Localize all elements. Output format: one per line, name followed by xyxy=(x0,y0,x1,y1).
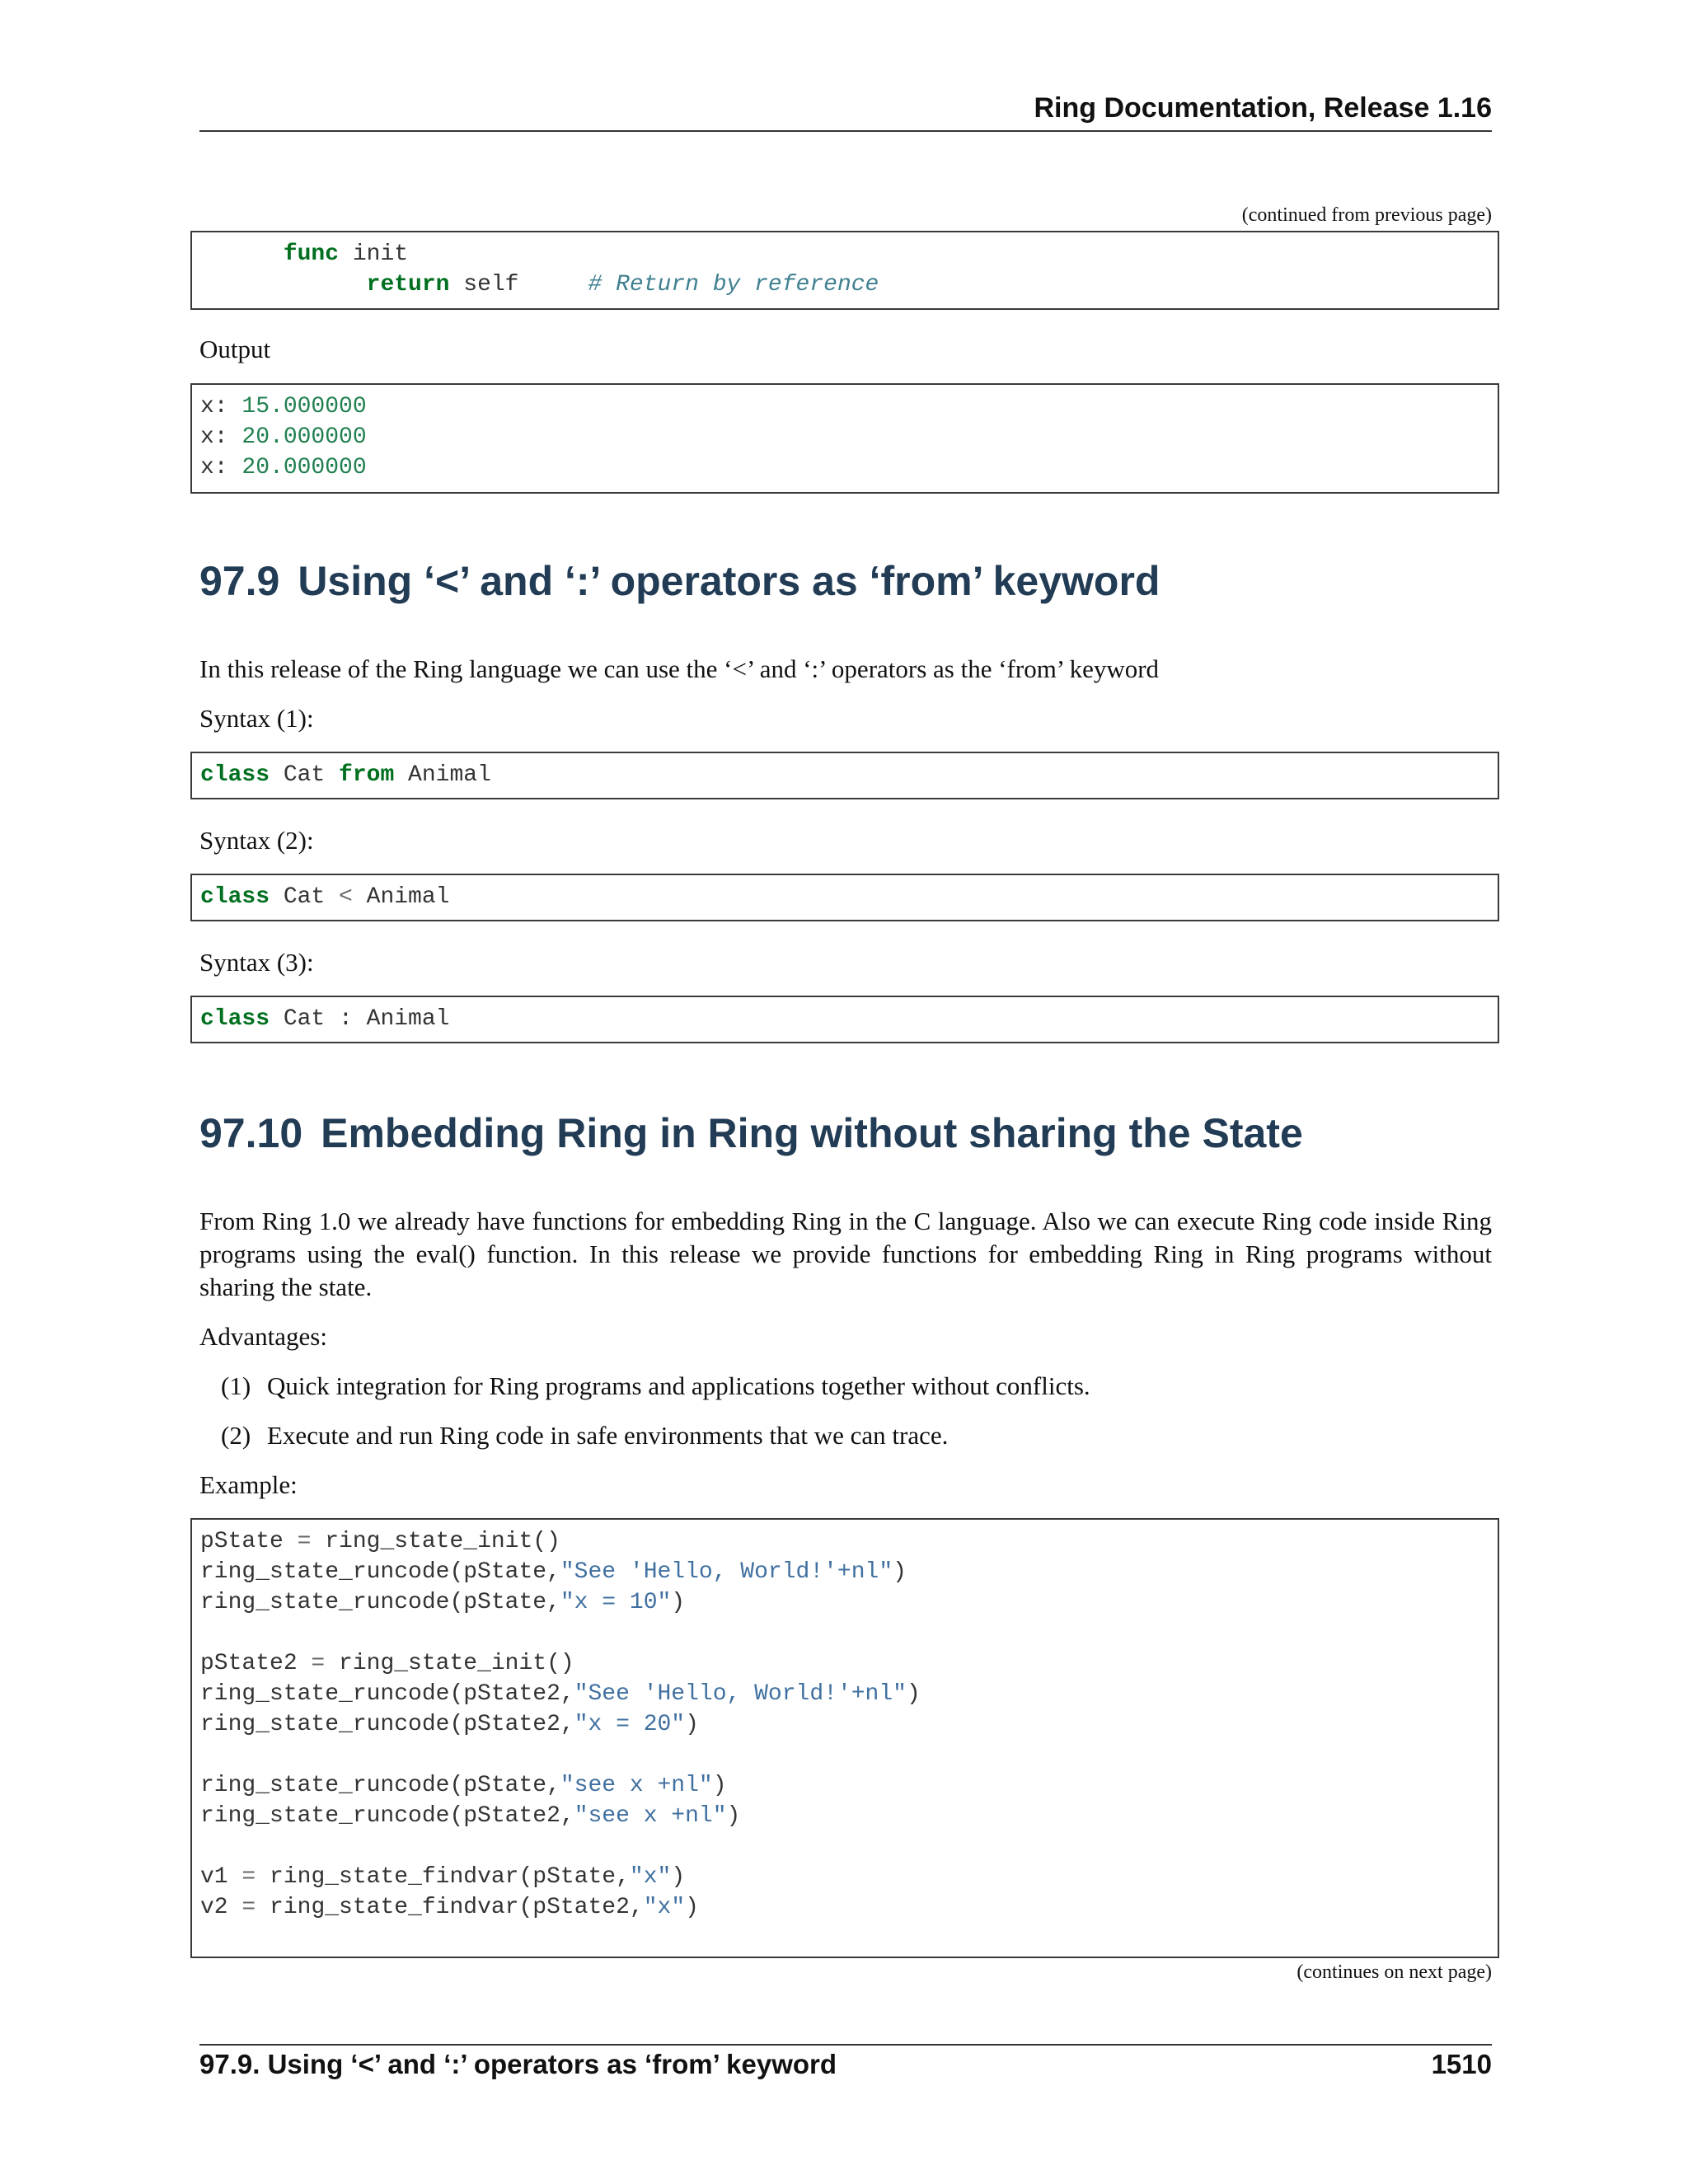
code-line xyxy=(200,1587,1489,1618)
code-line xyxy=(200,269,1489,300)
code-line xyxy=(200,1862,1489,1892)
code-line-blank xyxy=(200,1618,1489,1648)
footer-rule xyxy=(199,2044,1492,2046)
output-line-label: x: xyxy=(200,424,242,450)
code-keyword: func xyxy=(283,241,340,267)
code-operator: < xyxy=(339,884,353,910)
code-line xyxy=(200,1526,1489,1557)
code-keyword: class xyxy=(200,762,270,788)
code-line xyxy=(200,1004,1489,1034)
code-text: init xyxy=(339,241,409,267)
code-keyword: class xyxy=(200,884,270,910)
code-line xyxy=(200,1709,1489,1740)
section-title: Embedding Ring in Ring without sharing the State xyxy=(321,1110,1303,1156)
output-line-value: 15.000000 xyxy=(241,394,367,419)
section-paragraph: From Ring 1.0 we already have functions for embedding Ring in the C language. Also we can execute Ring code inside Ring programs using the eval() function. In this release we provide functions for embedding Ring in Ring programs without sharing the state. xyxy=(199,1207,1492,1301)
output-block xyxy=(190,383,1499,494)
code-text: ) xyxy=(893,1559,907,1585)
syntax-2-label: Syntax (2): xyxy=(199,826,314,855)
page-number: 1510 xyxy=(1431,2049,1492,2079)
code-text: Cat : Animal xyxy=(270,1006,450,1032)
code-text: v2 xyxy=(200,1895,242,1920)
code-line xyxy=(200,882,1489,912)
code-block-syntax-2 xyxy=(190,874,1499,921)
code-operator: = xyxy=(241,1864,256,1890)
code-text: ring_state_runcode(pState2, xyxy=(200,1712,574,1737)
code-text: ) xyxy=(712,1773,727,1798)
code-block-syntax-1 xyxy=(190,752,1499,799)
code-text: pState xyxy=(200,1529,298,1554)
code-text: v1 xyxy=(200,1864,242,1890)
section-heading-97-9 xyxy=(199,557,1492,605)
continued-from-note: (continued from previous page) xyxy=(1241,204,1492,226)
code-text: ring_state_findvar(pState, xyxy=(256,1864,630,1890)
section-title: Using ‘<’ and ‘:’ operators as ‘from’ keyword xyxy=(298,558,1160,604)
code-text: ring_state_init() xyxy=(325,1651,574,1676)
code-block-example xyxy=(190,1518,1499,1958)
code-text: ring_state_runcode(pState, xyxy=(200,1590,560,1615)
output-line xyxy=(200,422,1489,452)
list-marker: (2) xyxy=(221,1421,251,1450)
code-string: "x = 10" xyxy=(560,1590,672,1615)
code-text: ) xyxy=(671,1864,686,1890)
code-line xyxy=(200,1557,1489,1587)
code-text: Animal xyxy=(394,762,491,788)
code-text: ) xyxy=(726,1803,741,1829)
code-string: "x" xyxy=(629,1864,672,1890)
code-text: ring_state_runcode(pState2, xyxy=(200,1681,574,1707)
code-text: ring_state_runcode(pState2, xyxy=(200,1803,574,1829)
list-item xyxy=(221,1370,1090,1403)
code-line xyxy=(200,1648,1489,1679)
continues-on-note: (continues on next page) xyxy=(1296,1961,1492,1983)
code-keyword: from xyxy=(339,762,395,788)
syntax-1-label: Syntax (1): xyxy=(199,704,314,733)
code-line-blank xyxy=(200,1740,1489,1770)
code-text: Animal xyxy=(352,884,450,910)
code-text: Cat xyxy=(270,762,340,788)
output-line-label: x: xyxy=(200,455,242,480)
code-line xyxy=(200,1801,1489,1831)
code-operator: = xyxy=(311,1651,326,1676)
section-heading-97-10 xyxy=(199,1109,1492,1157)
running-header: Ring Documentation, Release 1.16 xyxy=(1034,92,1492,124)
code-block-syntax-3 xyxy=(190,996,1499,1043)
code-line xyxy=(200,1770,1489,1801)
section-number: 97.10 xyxy=(199,1110,303,1156)
header-rule xyxy=(199,130,1492,132)
code-text: ) xyxy=(685,1895,699,1920)
output-line xyxy=(200,391,1489,422)
syntax-3-label: Syntax (3): xyxy=(199,948,314,977)
code-text: ) xyxy=(671,1590,686,1615)
code-line xyxy=(200,760,1489,790)
output-line-value: 20.000000 xyxy=(241,424,367,450)
list-item xyxy=(221,1419,948,1452)
footer-section-title: 97.9. Using ‘<’ and ‘:’ operators as ‘from’ keyword xyxy=(199,2049,837,2079)
code-operator: = xyxy=(297,1529,312,1554)
output-line-value: 20.000000 xyxy=(241,455,367,480)
code-string: "see x +nl" xyxy=(574,1803,727,1829)
section-number: 97.9 xyxy=(199,558,280,604)
code-text: ) xyxy=(685,1712,699,1737)
output-line xyxy=(200,452,1489,483)
code-text: pState2 xyxy=(200,1651,312,1676)
list-marker: (1) xyxy=(221,1371,251,1400)
code-string: "See 'Hello, World!'+nl" xyxy=(574,1681,907,1707)
code-text: ring_state_findvar(pState2, xyxy=(256,1895,644,1920)
code-string: "x = 20" xyxy=(574,1712,686,1737)
code-line xyxy=(200,1679,1489,1709)
code-text: Cat xyxy=(270,884,340,910)
code-block-continued xyxy=(190,231,1499,310)
code-line xyxy=(200,239,1489,269)
code-text: ring_state_runcode(pState, xyxy=(200,1773,560,1798)
code-text: self xyxy=(449,272,588,298)
code-string: "see x +nl" xyxy=(560,1773,713,1798)
code-comment: # Return by reference xyxy=(588,272,879,298)
output-line-label: x: xyxy=(200,394,242,419)
code-keyword: class xyxy=(200,1006,270,1032)
code-operator: = xyxy=(241,1895,256,1920)
code-text: ring_state_runcode(pState, xyxy=(200,1559,560,1585)
section-intro: In this release of the Ring language we can use the ‘<’ and ‘:’ operators as the ‘from’ keyword xyxy=(199,654,1160,683)
example-label: Example: xyxy=(199,1470,298,1499)
code-text: ) xyxy=(906,1681,921,1707)
code-text: ring_state_init() xyxy=(311,1529,560,1554)
output-label: Output xyxy=(199,335,271,363)
code-string: "x" xyxy=(643,1895,686,1920)
list-item-text: Quick integration for Ring programs and applications together without conflicts. xyxy=(267,1371,1090,1400)
code-keyword: return xyxy=(366,272,450,298)
code-line xyxy=(200,1892,1489,1923)
code-line-blank xyxy=(200,1831,1489,1862)
code-string: "See 'Hello, World!'+nl" xyxy=(560,1559,893,1585)
advantages-label: Advantages: xyxy=(199,1322,327,1351)
list-item-text: Execute and run Ring code in safe environments that we can trace. xyxy=(267,1421,949,1450)
